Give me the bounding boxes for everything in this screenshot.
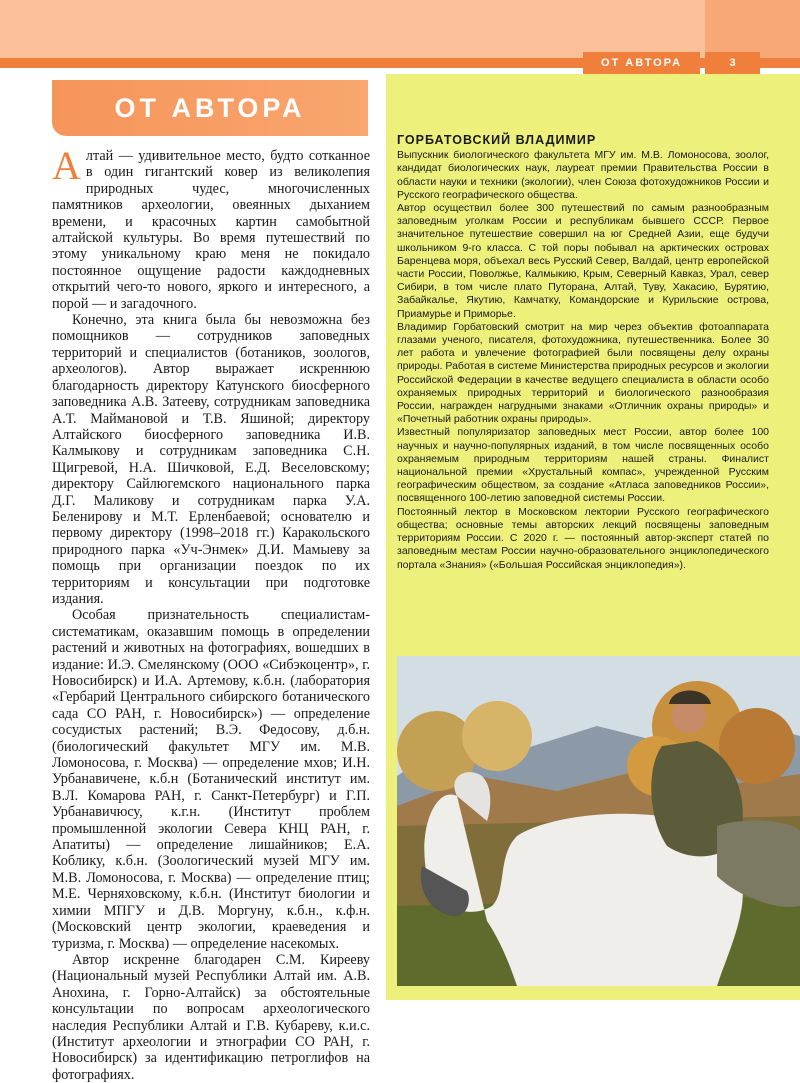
author-name: ГОРБАТОВСКИЙ ВЛАДИМИР [397,133,597,147]
foreword-paragraph: Автор искренне благодарен С.М. Кирееву (Национальный музей Республики Алтай им. А.В. Анохина, г. Горно-Алтайск) за обстоятельные консультации по вопросам археологического наследия Республики Алтай и Г.В. Кубареву, к.и.с. (Институт археологии и этнографии СО РАН, г. Новосибирск) за идентификацию петроглифов на фотографиях. [52,951,370,1083]
author-on-horse-photo [397,656,800,986]
foreword-text [52,143,370,1083]
foreword-paragraph: Конечно, эта книга была бы невозможна без помощников — сотрудников заповедных территорий и специалистов (ботаников, зоологов, археологов). Автор выражает искреннюю благодарность директору Катунского биосферного заповедника А.В. Затееву, сотрудникам заповедника А.Т. Маймановой и Т.В. Яшиной; директору Алтайского биосферного заповедника И.В. Калмыкову и сотрудникам заповедника С.Н. Щигревой, Н.А. Шичковой, Е.Д. Веселовскому; директору Сайлюгемского национального парка Д.Г. Маликову и сотрудникам парка У.А. Беленирову и М.Т. Ерленбаевой; основателю и первому директору (1998–2018 гг.) Каракольского природного парка «Уч-Энмек» Д.И. Мамыеву за помощь при организации поездок по их территориям и консультации при подготовке издания. [52,312,370,607]
bio-paragraph: Выпускник биологического факультета МГУ им. М.В. Ломоносова, зоолог, кандидат биологических наук, лауреат премии Правительства России в области науки и техники (экологии), член Союза фотохудожников России и Русского географического общества. [397,149,769,201]
bio-paragraph: Автор осуществил более 300 путешествий по самым разнообразным заповедным уголкам России и республикам бывшего СССР. Первое значительное путешествие совершил на юг Средней Азии, еще будучи школьником 9-го класса. С той поры побывал на арктических островах Баренцева моря, объехал весь Русский Север, Валдай, центр европейской части России, Поволжье, Калмыкию, Крым, Северный Кавказ, Урал, север Сибири, в том числе плато Путорана, Алтай, Туву, Хакасию, Бурятию, Забайкалье, Якутию, Камчатку, Командорские и Курильские острова, Приамурье и Приморье. [397,202,769,320]
running-header: ОТ АВТОРА [583,52,700,74]
bio-paragraph: Известный популяризатор заповедных мест России, автор более 100 научных и научно-популярных изданий, в том числе посвященных особо охраняемым природным территориям нашей страны. Финалист национальной премии «Хрустальный компас», учрежденной Русским географическим обществом, за создание «Атласа заповедников России», посвященного 100-летию заповедной системы России. [397,426,769,505]
page-number: 3 [705,52,760,74]
top-band-accent [705,0,800,58]
bio-paragraph: Постоянный лектор в Московском лектории Русского географического общества; основные темы авторских лекций посвящены заповедным территориям России. С 2020 г. — постоянный автор-эксперт статей по заповедным местам России научно-образовательного энциклопедического портала «Знания» («Большая Российская энциклопедия»). [397,505,769,571]
drop-cap: А [52,143,81,188]
top-band [0,0,800,58]
bio-paragraph: Владимир Горбатовский смотрит на мир через объектив фотоаппарата глазами ученого, писателя, фотохудожника, путешественника. Более 30 лет работа и увлечение фотографией были посвящены делу охраны природы. Работая в системе Министерства природных ресурсов и экологии Российской Федерации в качестве ведущего специалиста в области особо охраняемых природных территорий и биологического разнообразия России, награжден нагрудными знаками «Отличник охраны природы» и «Почетный работник охраны природы». [397,320,769,426]
page-title: ОТ АВТОРА [52,80,368,136]
foreword-paragraph: Алтай — удивительное место, будто сотканное в один гигантский ковер из великолепия природных чудес, многочисленных памятников археологии, овеянных дыханием времени, и красочных картин самобытной алтайской культуры. Во время путешествий по этому уникальному краю меня не покидало постоянное ощущение радости каждодневных открытий чего-то нового, яркого и интересного, а порой — и загадочного. [52,143,370,312]
foreword-paragraph: Особая признательность специалистам-систематикам, оказавшим помощь в определении растений и животных на фотографиях, вошедших в издание: И.Э. Смелянскому (ООО «Сибэкоцентр», г. Новосибирск) и И.А. Артемову, к.б.н. (лаборатория «Гербарий Центрального сибирского ботанического сада СО РАН, г. Новосибирск») — определение сосудистых растений; В.Э. Федосову, д.б.н. (биологический факультет МГУ им. М.В. Ломоносова, г. Москва) — определение мхов; И.Н. Урбанавичене, к.б.н (Ботанический институт им. В.Л. Комарова РАН, г. Санкт-Петербург) и Г.П. Урбанавичюсу, к.г.н. (Институт проблем промышленной экологии Севера КНЦ РАН, г. Апатиты) — определение лишайников; Е.А. Коблику, к.б.н. (Зоологический музей МГУ им. М.В. Ломоносова, г. Москва) — определение птиц; М.Е. Черняховскому, к.б.н. (Институт биологии и химии МПГУ и Д.В. Моргуну, к.б.н., к.ф.н. (Московский центр экологии, краеведения и туризма, г. Москва) — определение насекомых. [52,607,370,952]
author-bio [397,134,769,572]
